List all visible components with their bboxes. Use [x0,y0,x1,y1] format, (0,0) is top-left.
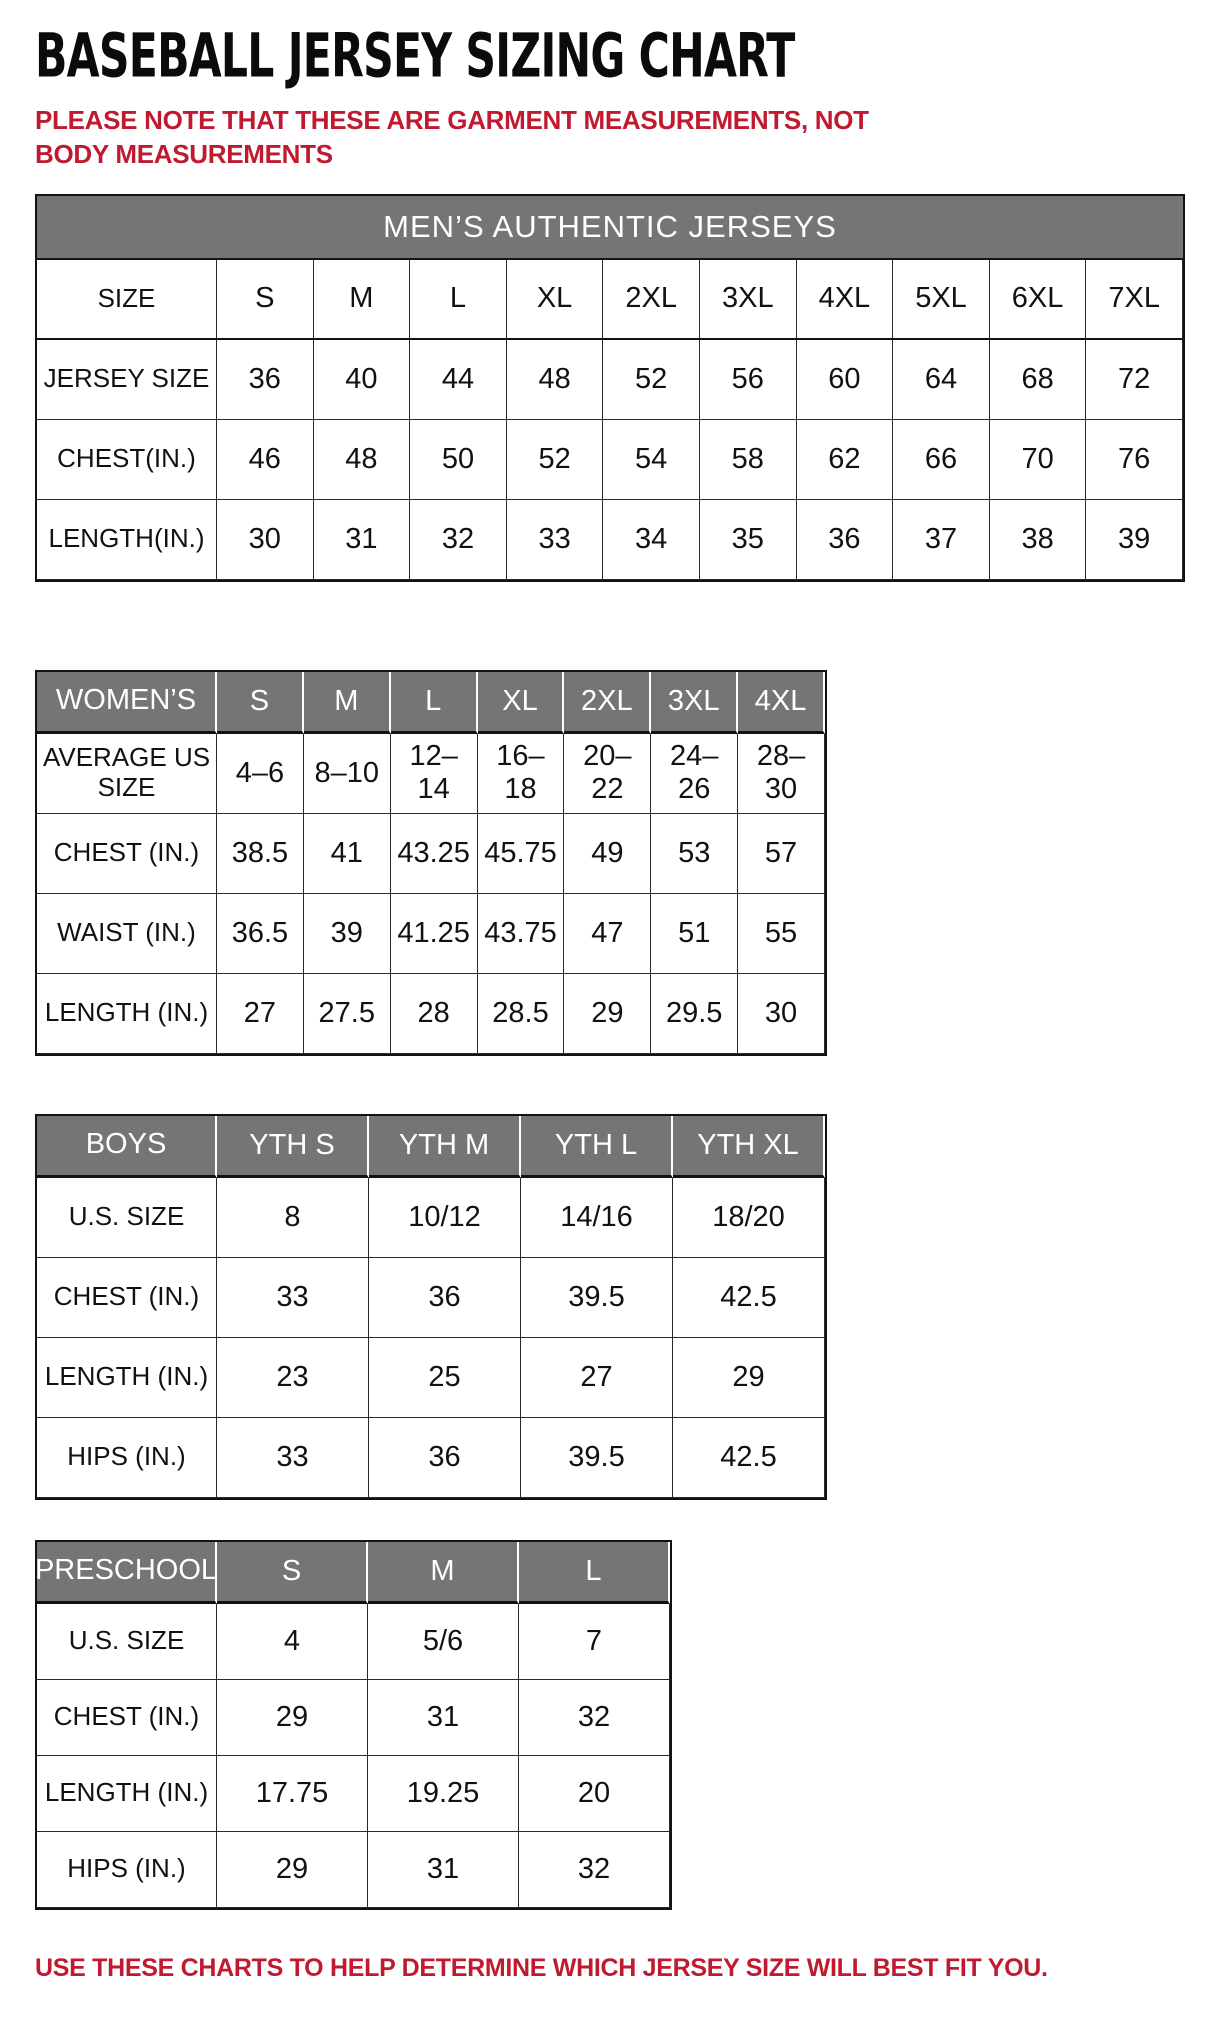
mens-table-cell: 56 [700,340,797,420]
boys-table-cell: 18/20 [673,1178,825,1258]
page-title: BASEBALL JERSEY SIZING CHART [35,21,795,92]
womens-table-cell: 53 [651,814,738,894]
boys-row-label: HIPS (IN.) [37,1418,217,1498]
footer-note: USE THESE CHARTS TO HELP DETERMINE WHICH JERSEY SIZE WILL BEST FIT YOU. [35,1953,1048,1982]
preschool-table-cell: 19.25 [368,1756,519,1832]
womens-table-cell: 4–6 [217,734,304,814]
boys-table-cell: 23 [217,1338,369,1418]
mens-table-cell: 58 [700,420,797,500]
mens-table-cell: S [217,260,314,340]
mens-table-cell: 32 [410,500,507,580]
womens-table-cell: 43.75 [478,894,565,974]
mens-table-cell: 7XL [1086,260,1183,340]
mens-table-cell: 36 [217,340,314,420]
mens-table-cell: 37 [893,500,990,580]
womens-table-cell: 51 [651,894,738,974]
womens-table-cell: 20–22 [564,734,651,814]
womens-column-header: 3XL [651,672,738,734]
mens-table-cell: 36 [797,500,894,580]
womens-table-cell: 28–30 [738,734,825,814]
womens-table-cell: 28 [391,974,478,1054]
womens-table-cell: 43.25 [391,814,478,894]
mens-table-cell: 76 [1086,420,1183,500]
preschool-table-cell: 5/6 [368,1604,519,1680]
mens-table-cell: 72 [1086,340,1183,420]
mens-table-cell: 62 [797,420,894,500]
boys-table-cell: 33 [217,1258,369,1338]
mens-banner: MEN’S AUTHENTIC JERSEYS [37,196,1183,260]
mens-row-label: SIZE [37,260,217,340]
womens-table-cell: 45.75 [478,814,565,894]
garment-measurement-note: PLEASE NOTE THAT THESE ARE GARMENT MEASUREMENTS, NOT BODY MEASUREMENTS [35,105,869,170]
womens-table-cell: 27 [217,974,304,1054]
mens-table-cell: 52 [507,420,604,500]
mens-table-cell: 68 [990,340,1087,420]
boys-header-label: BOYS [37,1116,217,1178]
preschool-header-label: PRESCHOOL [37,1542,217,1604]
preschool-column-header: L [519,1542,670,1604]
mens-table-cell: 34 [603,500,700,580]
womens-table-cell: 36.5 [217,894,304,974]
mens-table-cell: 4XL [797,260,894,340]
mens-table-cell: 50 [410,420,507,500]
preschool-table-cell: 20 [519,1756,670,1832]
boys-row-label: U.S. SIZE [37,1178,217,1258]
womens-column-header: S [217,672,304,734]
womens-table-cell: 24–26 [651,734,738,814]
boys-table-cell: 42.5 [673,1418,825,1498]
preschool-table-cell: 31 [368,1680,519,1756]
boys-table-cell: 27 [521,1338,673,1418]
womens-table-cell: 41.25 [391,894,478,974]
mens-table-cell: 38 [990,500,1087,580]
womens-table-cell: 12–14 [391,734,478,814]
boys-table-cell: 36 [369,1418,521,1498]
womens-row-label: WAIST (IN.) [37,894,217,974]
womens-table-cell: 47 [564,894,651,974]
boys-table-cell: 42.5 [673,1258,825,1338]
womens-row-label: CHEST (IN.) [37,814,217,894]
womens-column-header: M [304,672,391,734]
mens-table-cell: 2XL [603,260,700,340]
womens-table-cell: 28.5 [478,974,565,1054]
boys-table-cell: 39.5 [521,1258,673,1338]
mens-table-cell: M [314,260,411,340]
womens-column-header: 4XL [738,672,825,734]
womens-header-label: WOMEN’S [37,672,217,734]
mens-table-cell: 64 [893,340,990,420]
preschool-row-label: U.S. SIZE [37,1604,217,1680]
womens-table-cell: 41 [304,814,391,894]
boys-table-cell: 29 [673,1338,825,1418]
boys-table-cell: 33 [217,1418,369,1498]
boys-column-header: YTH L [521,1116,673,1178]
mens-table-cell: 30 [217,500,314,580]
womens-table-cell: 39 [304,894,391,974]
boys-column-header: YTH XL [673,1116,825,1178]
boys-column-header: YTH M [369,1116,521,1178]
womens-table-cell: 55 [738,894,825,974]
mens-table-cell: 52 [603,340,700,420]
womens-table-cell: 8–10 [304,734,391,814]
womens-table-cell: 38.5 [217,814,304,894]
mens-table-cell: 48 [507,340,604,420]
boys-table-cell: 39.5 [521,1418,673,1498]
womens-table-cell: 16–18 [478,734,565,814]
womens-table-cell: 49 [564,814,651,894]
womens-column-header: XL [478,672,565,734]
preschool-table-cell: 29 [217,1832,368,1908]
boys-table-cell: 14/16 [521,1178,673,1258]
mens-table-cell: 54 [603,420,700,500]
mens-table-cell: 40 [314,340,411,420]
preschool-row-label: LENGTH (IN.) [37,1756,217,1832]
boys-row-label: CHEST (IN.) [37,1258,217,1338]
preschool-row-label: CHEST (IN.) [37,1680,217,1756]
mens-table-cell: 35 [700,500,797,580]
womens-table-cell: 29 [564,974,651,1054]
preschool-table-cell: 32 [519,1680,670,1756]
mens-table-cell: 31 [314,500,411,580]
mens-table-cell: 70 [990,420,1087,500]
mens-table-cell: 33 [507,500,604,580]
preschool-column-header: S [217,1542,368,1604]
mens-table-cell: 3XL [700,260,797,340]
womens-column-header: L [391,672,478,734]
womens-table-cell: 29.5 [651,974,738,1054]
mens-row-label: JERSEY SIZE [37,340,217,420]
preschool-table-cell: 7 [519,1604,670,1680]
boys-table-cell: 25 [369,1338,521,1418]
mens-table-cell: 46 [217,420,314,500]
preschool-table-cell: 31 [368,1832,519,1908]
boys-sizing-table [35,1114,827,1500]
mens-table-cell: L [410,260,507,340]
mens-row-label: CHEST(IN.) [37,420,217,500]
mens-table-cell: XL [507,260,604,340]
womens-column-header: 2XL [564,672,651,734]
mens-table-cell: 6XL [990,260,1087,340]
preschool-row-label: HIPS (IN.) [37,1832,217,1908]
womens-row-label: AVERAGE US SIZE [37,734,217,814]
boys-table-cell: 10/12 [369,1178,521,1258]
womens-table-cell: 27.5 [304,974,391,1054]
preschool-column-header: M [368,1542,519,1604]
mens-table-cell: 66 [893,420,990,500]
preschool-table-cell: 17.75 [217,1756,368,1832]
womens-row-label: LENGTH (IN.) [37,974,217,1054]
mens-table-cell: 48 [314,420,411,500]
mens-table-cell: 60 [797,340,894,420]
preschool-table-cell: 32 [519,1832,670,1908]
mens-row-label: LENGTH(IN.) [37,500,217,580]
preschool-sizing-table [35,1540,672,1910]
boys-table-cell: 36 [369,1258,521,1338]
womens-sizing-table [35,670,827,1056]
preschool-table-cell: 29 [217,1680,368,1756]
boys-table-cell: 8 [217,1178,369,1258]
mens-sizing-table [35,194,1185,582]
mens-table-cell: 44 [410,340,507,420]
preschool-table-cell: 4 [217,1604,368,1680]
boys-column-header: YTH S [217,1116,369,1178]
boys-row-label: LENGTH (IN.) [37,1338,217,1418]
mens-table-cell: 5XL [893,260,990,340]
womens-table-cell: 30 [738,974,825,1054]
mens-table-cell: 39 [1086,500,1183,580]
womens-table-cell: 57 [738,814,825,894]
